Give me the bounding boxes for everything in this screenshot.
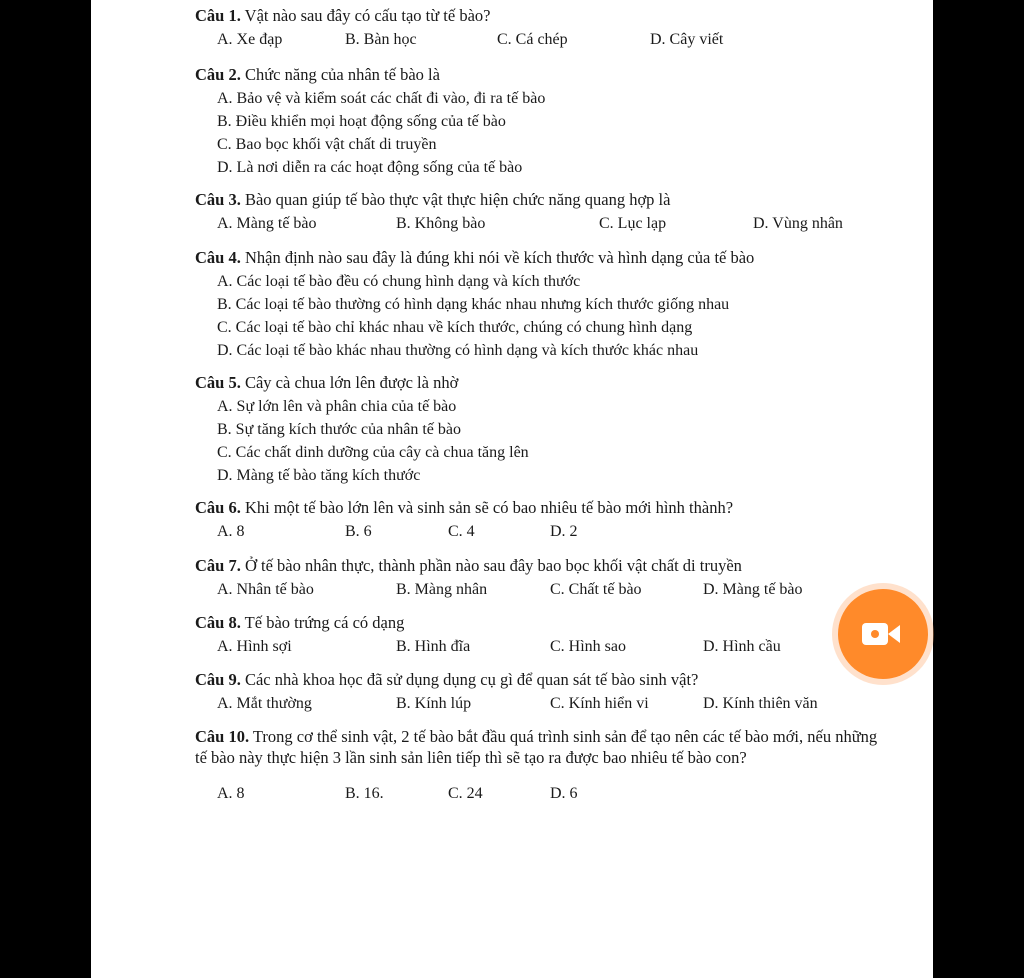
question-text: Nhận định nào sau đây là đúng khi nói về kích thước và hình dạng của tế bào <box>240 248 755 267</box>
option-c: C. Chất tế bào <box>550 580 642 598</box>
question-label: Câu 3. <box>195 190 241 209</box>
option-b: B. Màng nhân <box>396 580 488 598</box>
question-stem <box>195 726 885 768</box>
question-stem <box>195 247 885 270</box>
exam-page <box>91 0 933 978</box>
option-b: B. Không bào <box>396 214 486 232</box>
question-text: Khi một tế bào lớn lên và sinh sản sẽ có bao nhiêu tế bào mới hình thành? <box>240 498 734 517</box>
option-a: A. Sự lớn lên và phân chia của tế bào <box>217 397 457 415</box>
option-b: B. Sự tăng kích thước của nhân tế bào <box>217 420 461 438</box>
record-button[interactable] <box>838 589 928 679</box>
question-8 <box>195 612 885 658</box>
question-label: Câu 6. <box>195 498 241 517</box>
option-c: C. 24 <box>448 785 483 802</box>
question-2 <box>195 64 885 179</box>
question-label: Câu 1. <box>195 6 241 25</box>
option-a: A. 8 <box>217 785 245 802</box>
question-stem <box>195 612 885 635</box>
question-text: Bào quan giúp tế bào thực vật thực hiện chức năng quang hợp là <box>240 190 671 209</box>
question-text: Chức năng của nhân tế bào là <box>240 65 440 84</box>
question-4 <box>195 247 885 362</box>
option-d: D. Vùng nhân <box>753 214 843 232</box>
option-b: B. Điều khiển mọi hoạt động sống của tế bào <box>217 112 506 130</box>
option-c: C. Kính hiển vi <box>550 694 649 712</box>
option-a: A. 8 <box>217 522 245 540</box>
option-d: D. 2 <box>550 522 578 540</box>
option-a: A. Xe đạp <box>217 30 283 48</box>
question-text: Tế bào trứng cá có dạng <box>240 613 405 632</box>
option-d: D. 6 <box>550 785 578 802</box>
option-c: C. Cá chép <box>497 30 568 48</box>
option-c: C. Lục lạp <box>599 214 667 232</box>
question-text: Các nhà khoa học đã sử dụng dụng cụ gì để quan sát tế bào sinh vật? <box>240 670 699 689</box>
option-a: A. Màng tế bào <box>217 214 317 232</box>
question-stem <box>195 669 885 692</box>
option-c: C. Các loại tế bào chỉ khác nhau về kích thước, chúng có chung hình dạng <box>217 318 693 336</box>
option-b: B. Kính lúp <box>396 694 472 712</box>
question-text: Ở tế bào nhân thực, thành phần nào sau đây bao bọc khối vật chất di truyền <box>240 556 742 575</box>
question-label: Câu 5. <box>195 373 241 392</box>
option-a: A. Các loại tế bào đều có chung hình dạng và kích thước <box>217 272 581 290</box>
option-a: A. Hình sợi <box>217 637 292 655</box>
option-d: D. Các loại tế bào khác nhau thường có hình dạng và kích thước khác nhau <box>217 341 699 359</box>
question-7 <box>195 555 885 601</box>
option-d: D. Màng tế bào <box>703 580 803 598</box>
option-a: A. Nhân tế bào <box>217 580 314 598</box>
question-stem <box>195 64 885 87</box>
option-d: D. Cây viết <box>650 30 724 48</box>
option-d: D. Hình cầu <box>703 637 781 655</box>
option-a: A. Mắt thường <box>217 694 312 712</box>
video-camera-icon <box>862 623 888 645</box>
option-c: C. Hình sao <box>550 637 626 655</box>
question-text: Cây cà chua lớn lên được là nhờ <box>240 373 459 392</box>
question-label: Câu 10. <box>195 727 250 746</box>
question-3 <box>195 189 885 235</box>
option-c: C. 4 <box>448 522 475 540</box>
option-c: C. Bao bọc khối vật chất di truyền <box>217 135 437 153</box>
option-b: B. Các loại tế bào thường có hình dạng khác nhau nhưng kích thước giống nhau <box>217 295 730 313</box>
question-stem <box>195 189 885 212</box>
option-b: B. Bàn học <box>345 30 417 48</box>
question-stem <box>195 5 885 28</box>
question-stem <box>195 555 885 578</box>
question-text: Trong cơ thể sinh vật, 2 tế bào bắt đầu quá trình sinh sản để tạo nên các tế bào mới, nếu những tế bào này thực hiện 3 lần sinh sản liên tiếp thì sẽ tạo ra được bao nhiêu tế bào con? <box>195 727 878 767</box>
question-label: Câu 2. <box>195 65 241 84</box>
question-5 <box>195 372 885 487</box>
question-label: Câu 8. <box>195 613 241 632</box>
option-c: C. Các chất dinh dưỡng của cây cà chua tăng lên <box>217 443 529 461</box>
question-label: Câu 9. <box>195 670 241 689</box>
question-label: Câu 4. <box>195 248 241 267</box>
question-1 <box>195 5 885 51</box>
question-stem <box>195 497 885 520</box>
video-camera-lens-icon <box>888 625 900 643</box>
option-d: D. Kính thiên văn <box>703 694 818 712</box>
option-d: D. Màng tế bào tăng kích thước <box>217 466 421 484</box>
question-stem <box>195 372 885 395</box>
option-b: B. Hình đĩa <box>396 637 471 655</box>
question-9 <box>195 669 885 715</box>
question-label: Câu 7. <box>195 556 241 575</box>
option-a: A. Bảo vệ và kiểm soát các chất đi vào, đi ra tế bào <box>217 89 546 107</box>
option-b: B. 6 <box>345 522 372 540</box>
question-6 <box>195 497 885 543</box>
question-text: Vật nào sau đây có cấu tạo từ tế bào? <box>240 6 491 25</box>
option-b: B. 16. <box>345 785 384 802</box>
question-10 <box>195 726 885 805</box>
option-d: D. Là nơi diễn ra các hoạt động sống của tế bào <box>217 158 523 176</box>
